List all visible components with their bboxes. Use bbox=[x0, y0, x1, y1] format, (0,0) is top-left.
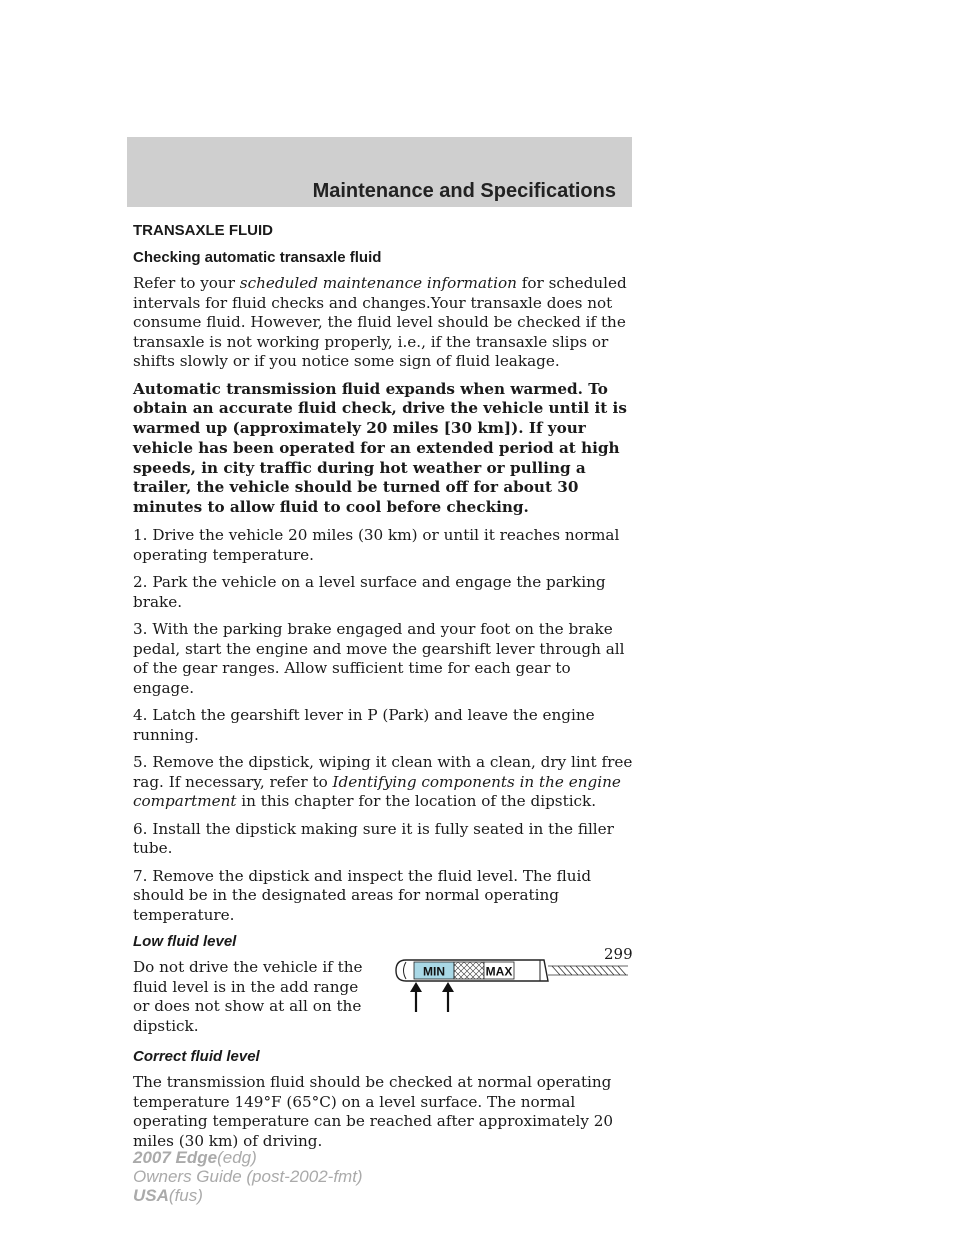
correct-fluid-text: The transmission fluid should be checked at normal operating temperature 149°F (65°C) on a level surface. The normal operating temperature can be reached after approximately 20 miles (30 km) of driving. bbox=[133, 1073, 614, 1150]
intro-paragraph: Refer to your scheduled maintenance information for scheduled intervals for fluid checks and changes.Your transaxle does not consume fluid. However, the fluid level should be checked if the transaxle is not working properly, i.e., if the transaxle slips or shifts slowly or if you notice some sign of fluid leakage. bbox=[133, 274, 627, 370]
arrow-max-indicator bbox=[442, 982, 454, 1012]
page-content bbox=[133, 222, 635, 1159]
step-1: 1. Drive the vehicle 20 miles (30 km) or until it reaches normal operating temperature. bbox=[133, 526, 620, 564]
low-fluid-row bbox=[133, 958, 635, 1044]
step-2: 2. Park the vehicle on a level surface and engage the parking brake. bbox=[133, 573, 606, 611]
step-6: 6. Install the dipstick making sure it is fully seated in the filler tube. bbox=[133, 819, 614, 858]
arrow-min-indicator bbox=[410, 982, 422, 1012]
low-fluid-text: Do not drive the vehicle if the fluid level is in the add range or does not show at all on the dipstick. bbox=[133, 958, 363, 1035]
maintenance-info-reference: scheduled maintenance information bbox=[239, 274, 517, 292]
low-fluid-title: Low fluid level bbox=[133, 933, 237, 951]
header-band bbox=[127, 137, 632, 207]
section-subtitle: Checking automatic transaxle fluid bbox=[133, 249, 382, 266]
warning-paragraph: Automatic transmission fluid expands when warmed. To obtain an accurate fluid check, drive the vehicle until it is warmed up (approximately 20 miles [30 km]). If your vehicle has been operated for an extended period at high speeds, in city traffic during hot weather or pulling a trailer, the vehicle should be turned off for about 30 minutes to allow fluid to cool before checking. bbox=[133, 379, 627, 517]
dipstick-illustration bbox=[392, 956, 632, 1014]
dipstick-cable bbox=[548, 966, 628, 975]
footer-watermark bbox=[133, 1148, 363, 1205]
footer-line-1: 2007 Edge(edg) bbox=[133, 1148, 257, 1167]
page-header-title: Maintenance and Specifications bbox=[312, 180, 616, 202]
footer-line-2: Owners Guide (post-2002-fmt) bbox=[133, 1167, 363, 1186]
max-label: MAX bbox=[485, 964, 513, 979]
min-label: MIN bbox=[423, 964, 445, 979]
step-3: 3. With the parking brake engaged and your foot on the brake pedal, start the engine and move the gearshift lever through all of the gear ranges. Allow sufficient time for each gear to engage. bbox=[133, 620, 625, 697]
correct-fluid-title: Correct fluid level bbox=[133, 1048, 260, 1066]
section-title: TRANSAXLE FLUID bbox=[133, 222, 273, 239]
footer-line-3: USA(fus) bbox=[133, 1186, 203, 1205]
step-5: 5. Remove the dipstick, wiping it clean with a clean, dry lint free rag. If necessary, refer to Identifying components in the engine compartment in this chapter for the location of the dipstick. bbox=[133, 753, 633, 811]
page-number: 299 bbox=[604, 945, 633, 963]
step-7: 7. Remove the dipstick and inspect the fluid level. The fluid should be in the designated areas for normal operating temperature. bbox=[133, 866, 592, 924]
crosshatch-zone bbox=[454, 962, 484, 979]
step-4: 4. Latch the gearshift lever in P (Park) and leave the engine running. bbox=[133, 706, 595, 744]
engine-compartment-reference: Identifying components in the engine compartment bbox=[133, 772, 621, 811]
